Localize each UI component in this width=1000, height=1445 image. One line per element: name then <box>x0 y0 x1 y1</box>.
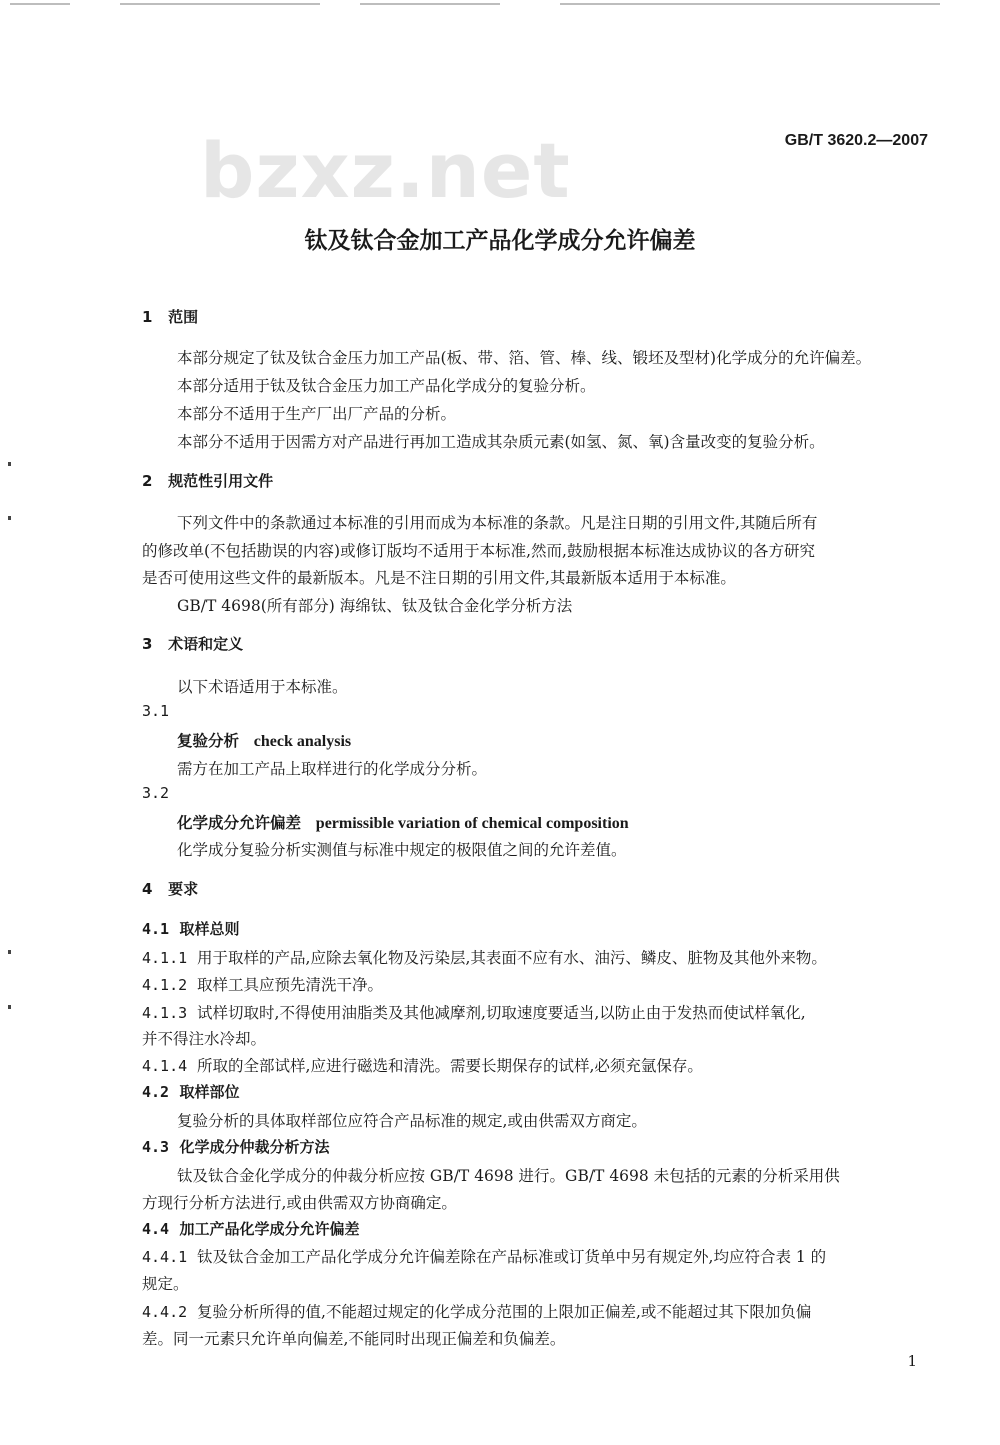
watermark: bzxz.net <box>200 126 571 215</box>
document-title: 钛及钛合金加工产品化学成分允许偏差 <box>304 228 696 254</box>
section-4-heading <box>142 878 198 899</box>
section-number: 4 <box>142 880 153 898</box>
clause-text: 取样工具应预先清洗干净。 <box>197 976 384 994</box>
term-entry <box>177 811 629 833</box>
normative-reference: GB/T 4698(所有部分) 海绵钛、钛及钛合金化学分析方法 <box>177 597 573 615</box>
section-number: 2 <box>142 472 153 490</box>
subsection-title: 加工产品化学成分允许偏差 <box>179 1220 360 1238</box>
scan-speck <box>8 1005 11 1009</box>
term-en: check analysis <box>253 733 352 750</box>
subsection-number: 4.4 <box>142 1220 170 1238</box>
section-title: 规范性引用文件 <box>168 472 274 490</box>
term-number: 3.1 <box>142 702 170 720</box>
clause-text: 复验分析所得的值,不能超过规定的化学成分范围的上限加正偏差,或不能超过其下限加负偏 <box>197 1303 812 1321</box>
standard-number: GB/T 3620.2—2007 <box>784 132 928 149</box>
subsection-number: 4.1 <box>142 920 170 938</box>
paragraph-line: 本部分不适用于因需方对产品进行再加工造成其杂质元素(如氢、氮、氧)含量改变的复验分析。 <box>177 433 825 451</box>
clause-4-4-1 <box>142 1245 826 1267</box>
subsection-4-1-heading <box>142 918 240 939</box>
clause-text: 钛及钛合金加工产品化学成分允许偏差除在产品标准或订货单中另有规定外,均应符合表 1 的 <box>197 1248 827 1266</box>
clause-text: 用于取样的产品,应除去氧化物及污染层,其表面不应有水、油污、鳞皮、脏物及其他外来物。 <box>197 949 827 967</box>
term-en: permissible variation of chemical composition <box>315 815 629 832</box>
subsection-number: 4.3 <box>142 1138 170 1156</box>
clause-number: 4.1.4 <box>142 1057 188 1075</box>
clause-number: 4.4.1 <box>142 1248 188 1266</box>
clause-text: 所取的全部试样,应进行磁选和清洗。需要长期保存的试样,必须充氩保存。 <box>197 1057 703 1075</box>
section-title: 要求 <box>168 880 199 898</box>
section-number: 3 <box>142 635 153 653</box>
scan-dash <box>560 3 940 5</box>
clause-text: 试样切取时,不得使用油脂类及其他减摩剂,切取速度要适当,以防止由于发热而使试样氧化, <box>197 1004 806 1022</box>
term-zh: 化学成分允许偏差 <box>177 814 302 832</box>
section-number: 1 <box>142 308 153 326</box>
paragraph-line: 以下术语适用于本标准。 <box>177 678 348 696</box>
clause-number: 4.1.1 <box>142 949 188 967</box>
clause-4-1-4 <box>142 1054 703 1076</box>
subsection-title: 化学成分仲裁分析方法 <box>179 1138 330 1156</box>
term-zh: 复验分析 <box>177 732 240 750</box>
clause-number: 4.1.2 <box>142 976 188 994</box>
section-3-heading <box>142 633 243 654</box>
subsection-4-3-heading <box>142 1136 330 1157</box>
scan-speck <box>8 516 11 520</box>
paragraph-line: 规定。 <box>142 1275 189 1293</box>
scan-speck <box>8 950 11 954</box>
scan-dash <box>120 3 320 5</box>
scan-speck <box>8 462 11 466</box>
clause-number: 4.4.2 <box>142 1303 188 1321</box>
term-number: 3.2 <box>142 784 170 802</box>
subsection-4-4-heading <box>142 1218 360 1239</box>
clause-4-1-1 <box>142 946 827 968</box>
paragraph-line: 本部分规定了钛及钛合金压力加工产品(板、带、箔、管、棒、线、锻坯及型材)化学成分的允许偏差。 <box>177 349 872 367</box>
subsection-title: 取样总则 <box>179 920 240 938</box>
term-definition: 需方在加工产品上取样进行的化学成分分析。 <box>177 760 488 778</box>
paragraph-line: 钛及钛合金化学成分的仲裁分析应按 GB/T 4698 进行。GB/T 4698 未包括的元素的分析采用供 <box>177 1167 840 1185</box>
subsection-number: 4.2 <box>142 1083 170 1101</box>
paragraph-line: 方现行分析方法进行,或由供需双方协商确定。 <box>142 1194 457 1212</box>
clause-4-1-2 <box>142 973 383 995</box>
paragraph-line: 是否可使用这些文件的最新版本。凡是不注日期的引用文件,其最新版本适用于本标准。 <box>142 569 736 587</box>
page-number: 1 <box>907 1352 917 1370</box>
paragraph-line: 本部分不适用于生产厂出厂产品的分析。 <box>177 405 457 423</box>
clause-4-4-2 <box>142 1300 811 1322</box>
term-definition: 化学成分复验分析实测值与标准中规定的极限值之间的允许差值。 <box>177 841 627 859</box>
clause-4-1-3 <box>142 1001 806 1023</box>
scan-top-edge <box>0 0 1000 8</box>
subsection-title: 取样部位 <box>179 1083 240 1101</box>
paragraph-line: 的修改单(不包括勘误的内容)或修订版均不适用于本标准,然而,鼓励根据本标准达成协议的各方研究 <box>142 542 815 560</box>
paragraph-line: 并不得注水冷却。 <box>142 1030 267 1048</box>
scan-dash <box>360 3 500 5</box>
term-entry <box>177 729 351 751</box>
paragraph-line: 差。同一元素只允许单向偏差,不能同时出现正偏差和负偏差。 <box>142 1330 566 1348</box>
clause-number: 4.1.3 <box>142 1004 188 1022</box>
section-2-heading <box>142 470 273 491</box>
scan-dash <box>10 3 70 5</box>
section-title: 范围 <box>168 308 199 326</box>
section-1-heading <box>142 306 198 327</box>
paragraph-line: 本部分适用于钛及钛合金压力加工产品化学成分的复验分析。 <box>177 377 596 395</box>
subsection-4-2-heading <box>142 1081 240 1102</box>
section-title: 术语和定义 <box>168 635 244 653</box>
paragraph-line: 复验分析的具体取样部位应符合产品标准的规定,或由供需双方商定。 <box>177 1112 647 1130</box>
paragraph-line: 下列文件中的条款通过本标准的引用而成为本标准的条款。凡是注日期的引用文件,其随后所有 <box>177 514 818 532</box>
